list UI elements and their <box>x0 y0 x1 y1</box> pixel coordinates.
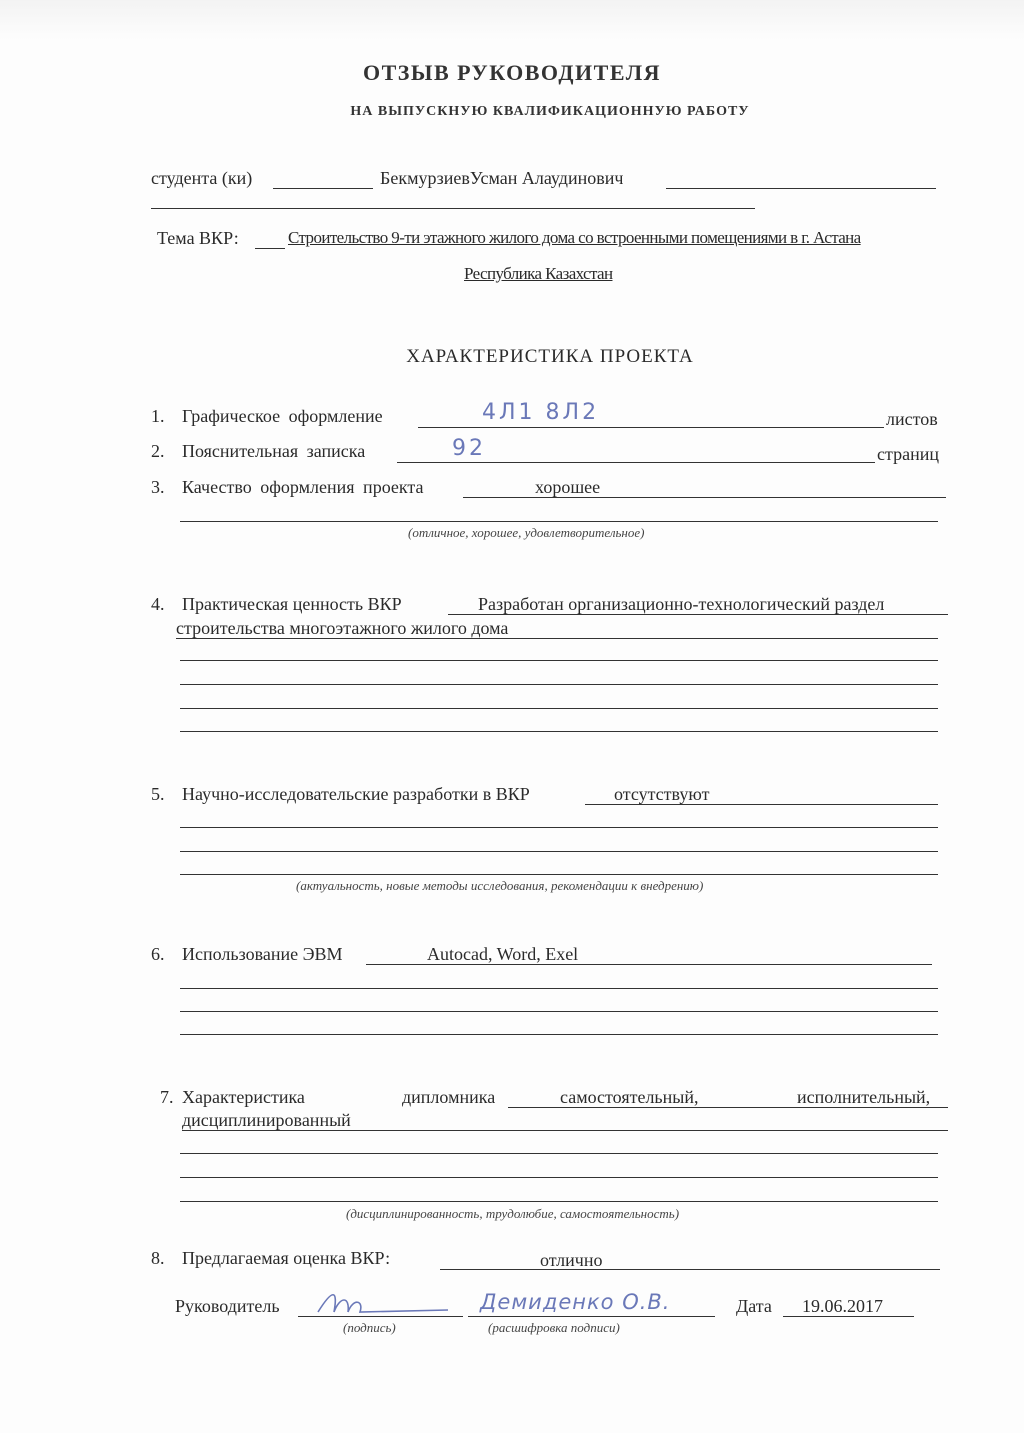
item4-line-6 <box>180 731 938 732</box>
item6-number: 6. <box>151 944 165 964</box>
item7-label-a: Характеристика <box>182 1087 305 1107</box>
date-value: 19.06.2017 <box>802 1296 883 1316</box>
signature-hint: (подпись) <box>343 1320 396 1335</box>
item4-line-2a <box>176 638 714 639</box>
section-title: ХАРАКТЕРИСТИКА ПРОЕКТА <box>406 346 694 367</box>
item6-line-2 <box>180 988 938 989</box>
item1-unit: листов <box>886 409 938 429</box>
topic-line-2: Республика Казахстан <box>464 264 613 283</box>
item5-value: отсутствуют <box>614 784 710 804</box>
topic-label: Тема ВКР: <box>157 228 239 248</box>
item3-label: Качество оформления проекта <box>182 477 424 497</box>
item4-line-2b <box>714 638 938 639</box>
item1-line <box>418 427 884 428</box>
item7-value-b: исполнительный, <box>797 1087 931 1107</box>
topic-line-1: Строительство 9-ти этажного жилого дома со встроенными помещениями в г. Астана <box>288 228 861 247</box>
item4-line-4 <box>180 684 938 685</box>
topic-lead-line <box>255 248 285 249</box>
item2-unit: страниц <box>877 444 939 464</box>
item2-number: 2. <box>151 441 165 461</box>
handwritten-name: Демиденко О.В. <box>480 1290 671 1314</box>
item6-value: Autocad, Word, Exel <box>427 944 579 964</box>
item7-label-b: дипломника <box>402 1087 496 1107</box>
item7-line-5 <box>180 1201 938 1202</box>
item8-number: 8. <box>151 1248 165 1268</box>
item3-value: хорошее <box>535 477 601 497</box>
student-label: студента (ки) <box>151 168 253 188</box>
document-subtitle: НА ВЫПУСКНУЮ КВАЛИФИКАЦИОННУЮ РАБОТУ <box>350 104 750 119</box>
item7-line-2 <box>182 1130 948 1131</box>
item5-line-2 <box>180 827 938 828</box>
item4-value-2: строительства многоэтажного жилого дома <box>176 618 509 638</box>
student-line-a <box>273 188 373 189</box>
item2-label: Пояснительная записка <box>182 441 366 461</box>
item5-label: Научно-исследовательские разработки в ВКР <box>182 784 530 804</box>
document-title: ОТЗЫВ РУКОВОДИТЕЛЯ <box>362 60 661 85</box>
student-line-b <box>666 188 936 189</box>
item7-value-a: самостоятельный, <box>560 1087 699 1107</box>
item5-number: 5. <box>151 784 165 804</box>
item3-line-2 <box>180 521 938 522</box>
supervisor-label: Руководитель <box>175 1296 280 1316</box>
student-name: БекмурзиевУсман Алаудинович <box>380 168 624 188</box>
student-line-c <box>151 208 755 209</box>
item3-hint: (отличное, хорошее, удовлетворительное) <box>408 525 645 540</box>
item6-line-3 <box>180 1011 938 1012</box>
item4-line-3 <box>180 660 938 661</box>
item6-label: Использование ЭВМ <box>182 944 343 964</box>
item5-hint: (актуальность, новые методы исследования, рекомендации к внедрению) <box>296 878 704 893</box>
date-label: Дата <box>736 1296 772 1316</box>
item7-line-3 <box>180 1153 938 1154</box>
item8-line <box>440 1269 940 1270</box>
item3-number: 3. <box>151 477 165 497</box>
scan-shadow <box>0 0 1024 40</box>
item7-number: 7. <box>160 1087 174 1107</box>
item2-handwritten-value: 92 <box>452 436 486 461</box>
item1-label: Графическое оформление <box>182 406 383 426</box>
item5-line-4 <box>180 874 938 875</box>
item4-value-1: Разработан организационно-технологический раздел <box>478 594 885 614</box>
item6-line-4 <box>180 1034 938 1035</box>
decode-line <box>468 1316 715 1317</box>
item7-line-4 <box>180 1177 938 1178</box>
item1-number: 1. <box>151 406 165 426</box>
item2-line <box>397 462 875 463</box>
item8-label: Предлагаемая оценка ВКР: <box>182 1248 391 1268</box>
item4-label: Практическая ценность ВКР <box>182 594 402 614</box>
item5-line-3 <box>180 851 938 852</box>
item4-line-5 <box>180 708 938 709</box>
item1-handwritten-value: 4Л1 8Л2 <box>482 400 600 425</box>
item7-value-c: дисциплинированный <box>182 1110 351 1130</box>
item7-hint: (дисциплинированность, трудолюбие, самостоятельность) <box>346 1206 680 1221</box>
decode-hint: (расшифровка подписи) <box>488 1320 620 1335</box>
item8-value: отлично <box>540 1250 603 1270</box>
item4-number: 4. <box>151 594 165 614</box>
